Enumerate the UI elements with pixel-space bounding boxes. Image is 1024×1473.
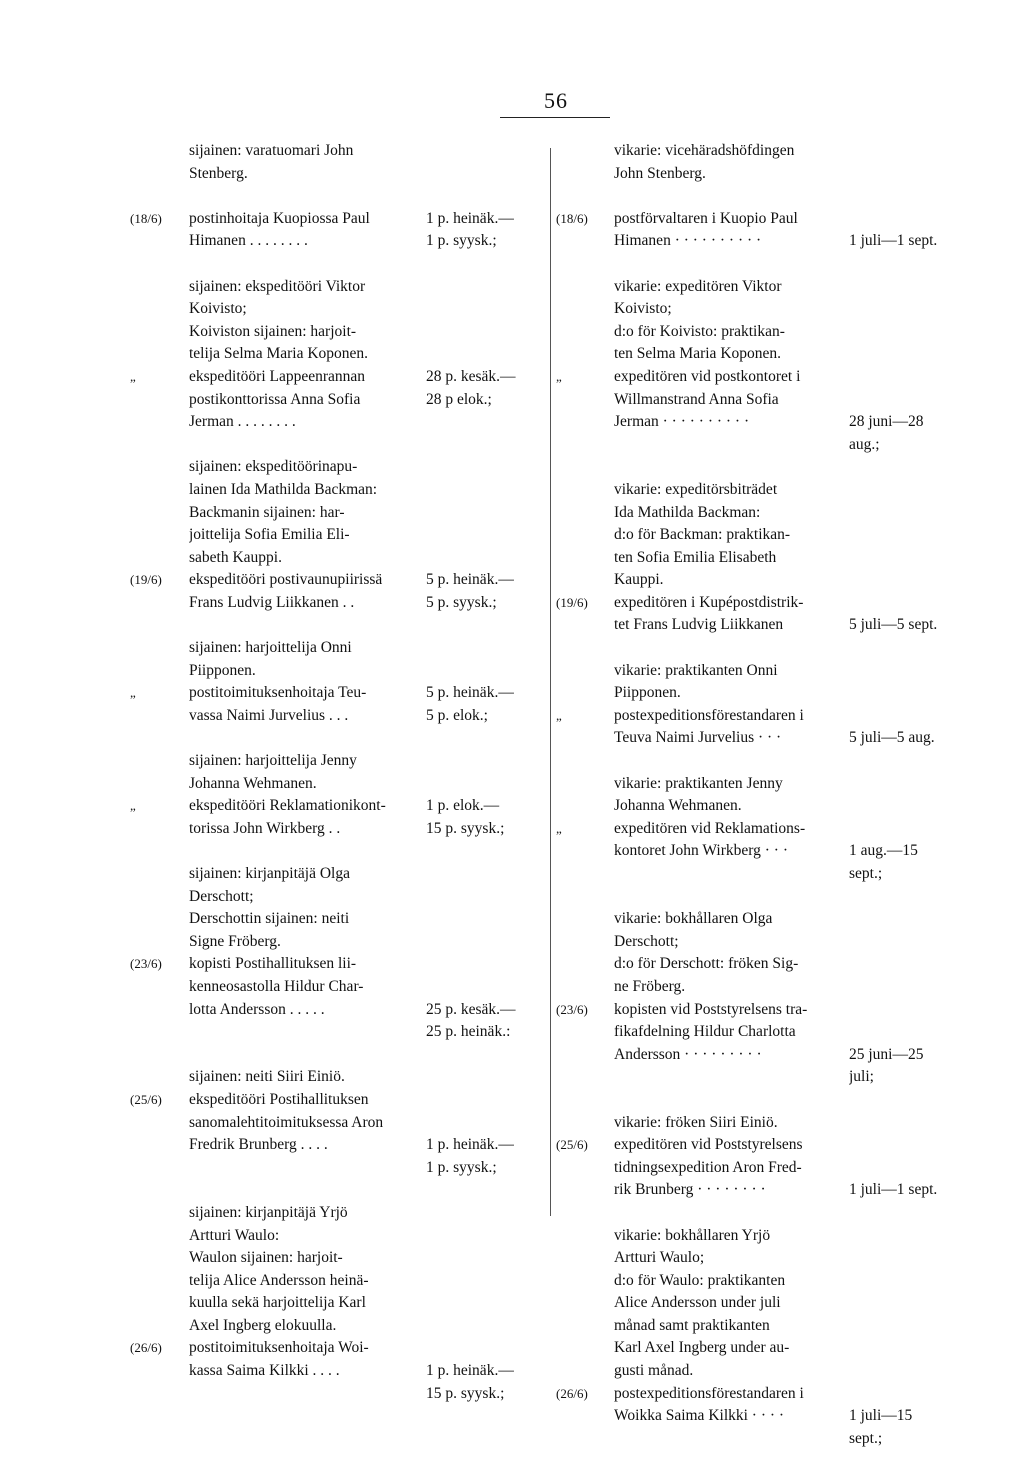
sv-text-line: Woikka Saima Kilkki · · · · — [614, 1407, 785, 1425]
fi-entry-text — [189, 953, 417, 1021]
spacer — [130, 253, 540, 276]
fi-entry — [130, 637, 540, 682]
spacer — [130, 434, 540, 457]
sv-text-line: postförvaltaren i Kuopio Paul — [614, 209, 798, 227]
sv-entry-date-marker: (18/6) — [556, 210, 588, 226]
sv-text-line: expeditören i Kupépostdistrik- — [614, 593, 804, 611]
fi-entry-period — [426, 795, 546, 840]
sv-entry-period — [849, 592, 964, 637]
sv-entry-period — [849, 999, 964, 1089]
sv-entry-text — [614, 1134, 840, 1202]
spacer — [130, 1044, 540, 1067]
fi-period-line — [426, 1112, 546, 1135]
sv-text-line: kopisten vid Poststyrelsens tra- — [614, 1000, 808, 1018]
sv-text-line: ten Selma Maria Koponen. — [614, 345, 782, 363]
fi-entry-text — [189, 456, 417, 569]
sv-period-line — [849, 705, 964, 728]
sv-period-line — [849, 592, 964, 615]
spacer — [130, 840, 540, 863]
fi-text-line: ekspeditööri Lappeenrannan — [189, 367, 366, 385]
sv-period-line — [849, 389, 964, 412]
sv-text-line: Alice Andersson under juli — [614, 1294, 781, 1312]
sv-entry — [556, 999, 966, 1089]
fi-text-line: sijainen: ekspeditööri Viktor — [189, 277, 366, 295]
fi-entry — [130, 208, 540, 253]
sv-entry-period — [849, 705, 964, 750]
fi-entry — [130, 140, 540, 185]
sv-period-line: 1 juli—1 sept. — [849, 1181, 938, 1199]
sv-entry — [556, 908, 966, 998]
fi-text-line: kassa Saima Kilkki . . . . — [189, 1362, 340, 1380]
sv-entry-text — [614, 1225, 840, 1383]
sv-entry-date-marker: „ — [556, 368, 562, 384]
spacer — [556, 750, 966, 773]
sv-period-line: sept.; — [849, 1429, 883, 1447]
fi-text-line: Waulon sijainen: harjoit- — [189, 1249, 343, 1267]
spacer — [130, 185, 540, 208]
fi-text-line: kenneosastolla Hildur Char- — [189, 977, 364, 995]
sv-entry-date-marker: (25/6) — [556, 1137, 588, 1153]
fi-text-line: postikonttorissa Anna Sofia — [189, 390, 361, 408]
fi-entry-date-marker: „ — [130, 368, 136, 384]
fi-entry-text — [189, 1202, 417, 1338]
sv-text-line: postexpeditionsförestandaren i — [614, 1384, 804, 1402]
fi-text-line: sanomalehtitoimituksessa Aron — [189, 1113, 384, 1131]
sv-text-line: fikafdelning Hildur Charlotta — [614, 1023, 796, 1041]
fi-entry-text — [189, 795, 417, 840]
sv-entry — [556, 140, 966, 185]
sv-text-line: expeditören vid Poststyrelsens — [614, 1136, 803, 1154]
fi-text-line: sijainen: harjoittelija Onni — [189, 639, 352, 657]
fi-period-line: 1 p. elok.— — [426, 797, 500, 815]
fi-text-line: kuulla sekä harjoittelija Karl — [189, 1294, 366, 1312]
sv-text-line: vikarie: bokhållaren Olga — [614, 910, 773, 928]
fi-text-line: Piipponen. — [189, 661, 256, 679]
sv-text-line: Kauppi. — [614, 571, 664, 589]
sv-text-line: Andersson · · · · · · · · · — [614, 1045, 762, 1063]
spacer — [556, 253, 966, 276]
sv-text-line: d:o för Waulo: praktikanten — [614, 1271, 786, 1289]
sv-entry — [556, 479, 966, 592]
sv-entry-text — [614, 773, 840, 818]
spacer — [556, 456, 966, 479]
spacer — [130, 1179, 540, 1202]
sv-entry-text — [614, 592, 840, 637]
fi-entry — [130, 953, 540, 1043]
sv-entry-text — [614, 276, 840, 366]
sv-text-line: Johanna Wehmanen. — [614, 797, 742, 815]
fi-entry-period — [426, 569, 546, 614]
fi-text-line: postitoimituksenhoitaja Teu- — [189, 684, 367, 702]
spacer — [556, 886, 966, 909]
fi-entry — [130, 1202, 540, 1338]
sv-period-line: sept.; — [849, 865, 883, 882]
sv-entry-date-marker: „ — [556, 820, 562, 836]
sv-text-line: Artturi Waulo; — [614, 1249, 705, 1267]
fi-text-line: Koiviston sijainen: harjoit- — [189, 322, 357, 340]
fi-text-line: Koivisto; — [189, 300, 247, 318]
fi-text-line: vassa Naimi Jurvelius . . . — [189, 706, 349, 724]
fi-entry-text — [189, 569, 417, 614]
sv-text-line: vikarie: expeditörsbiträdet — [614, 480, 778, 498]
fi-period-line: 1 p. heinäk.— — [426, 1362, 514, 1380]
sv-text-line: Koivisto; — [614, 300, 672, 318]
sv-entry-date-marker: (23/6) — [556, 1001, 588, 1017]
page-number: 56 — [544, 88, 568, 113]
sv-period-line: 5 juli—5 aug. — [849, 729, 935, 747]
sv-text-line: expeditören vid Reklamations- — [614, 819, 806, 837]
fi-text-line: ekspeditööri Reklamationikont- — [189, 797, 386, 815]
fi-text-line: Johanna Wehmanen. — [189, 774, 317, 792]
sv-text-line: vikarie: expeditören Viktor — [614, 277, 782, 295]
sv-period-line: 1 juli—15 — [849, 1407, 913, 1425]
sv-entry-date-marker: (19/6) — [556, 594, 588, 610]
sv-entry-text — [614, 140, 840, 185]
fi-entry-text — [189, 637, 417, 682]
sv-text-line: vikarie: bokhållaren Yrjö — [614, 1226, 771, 1244]
fi-entry-text — [189, 1337, 417, 1382]
sv-text-line: månad samt praktikanten — [614, 1316, 770, 1334]
fi-period-line — [426, 1337, 546, 1360]
sv-period-line — [849, 1021, 964, 1044]
sv-entry — [556, 366, 966, 456]
sv-period-line: 25 juni—25 — [849, 1045, 924, 1063]
sv-period-line: 1 aug.—15 — [849, 842, 918, 860]
spacer — [130, 727, 540, 750]
fi-entry-period — [426, 953, 546, 1043]
fi-entry-date-marker: „ — [130, 798, 136, 814]
fi-period-line — [426, 1089, 546, 1112]
sv-period-line — [849, 1134, 964, 1157]
sv-entry — [556, 1112, 966, 1135]
sv-entry-text — [614, 1383, 840, 1428]
column-divider — [550, 148, 551, 1216]
sv-text-line: Jerman · · · · · · · · · · — [614, 413, 750, 431]
fi-period-line — [426, 953, 546, 976]
sv-text-line: Piipponen. — [614, 684, 681, 702]
sv-entry-text — [614, 999, 840, 1067]
sv-text-line: John Stenberg. — [614, 164, 706, 182]
sv-text-line: d:o för Derschott: fröken Sig- — [614, 955, 799, 973]
sv-text-line: expeditören vid postkontoret i — [614, 367, 801, 385]
fi-entry — [130, 1089, 540, 1179]
sv-text-line: tidningsexpedition Aron Fred- — [614, 1158, 802, 1176]
fi-text-line: Axel Ingberg elokuulla. — [189, 1316, 337, 1334]
sv-text-line: vikarie: praktikanten Jenny — [614, 774, 783, 792]
fi-text-line: postinhoitaja Kuopiossa Paul — [189, 209, 370, 227]
fi-period-line: 5 p. syysk.; — [426, 593, 497, 611]
fi-entry-date-marker: (18/6) — [130, 210, 162, 226]
fi-entry-period — [426, 682, 546, 727]
fi-entry-date-marker: (26/6) — [130, 1340, 162, 1356]
sv-period-line: juli; — [849, 1068, 874, 1086]
sv-period-line — [849, 818, 964, 841]
sv-period-line — [849, 1157, 964, 1180]
sv-entry-period — [849, 818, 964, 886]
sv-period-line: 1 juli—1 sept. — [849, 232, 938, 250]
fi-text-line: sijainen: ekspeditöörinapu- — [189, 458, 358, 476]
fi-period-line: 25 p. kesäk.— — [426, 1000, 516, 1018]
sv-entry-text — [614, 366, 840, 434]
fi-entry-text — [189, 140, 417, 185]
fi-period-line: 1 p. syysk.; — [426, 232, 497, 250]
fi-entry-date-marker: „ — [130, 685, 136, 701]
fi-text-line: joittelija Sofia Emilia Eli- — [189, 526, 350, 544]
sv-entry-text — [614, 479, 840, 592]
fi-text-line: sijainen: kirjanpitäjä Olga — [189, 865, 350, 882]
sv-text-line: ne Fröberg. — [614, 977, 686, 995]
sv-entry-text — [614, 1112, 840, 1135]
fi-text-line: lainen Ida Mathilda Backman: — [189, 480, 378, 498]
sv-text-line: rik Brunberg · · · · · · · · — [614, 1181, 766, 1199]
sv-entry-text — [614, 818, 840, 863]
sv-text-line: Karl Axel Ingberg under au- — [614, 1339, 790, 1357]
finnish-column — [130, 140, 540, 1428]
fi-text-line: Himanen . . . . . . . . — [189, 232, 308, 250]
sv-entry — [556, 818, 966, 886]
fi-entry-text — [189, 366, 417, 434]
fi-period-line: 1 p. heinäk.— — [426, 209, 514, 227]
fi-period-line: 1 p. syysk.; — [426, 1158, 497, 1176]
fi-entry — [130, 276, 540, 366]
fi-text-line: ekspeditööri Postihallituksen — [189, 1090, 369, 1108]
fi-entry-text — [189, 750, 417, 795]
sv-period-line — [849, 208, 964, 231]
spacer — [130, 614, 540, 637]
sv-text-line: kontoret John Wirkberg · · · — [614, 842, 789, 860]
sv-entry — [556, 1134, 966, 1202]
fi-entry-text — [189, 1066, 417, 1089]
sv-period-line: 5 juli—5 sept. — [849, 616, 938, 634]
fi-entry — [130, 863, 540, 953]
fi-period-line — [426, 976, 546, 999]
sv-entry — [556, 592, 966, 637]
sv-period-line — [849, 1383, 964, 1406]
sv-text-line: postexpeditionsförestandaren i — [614, 706, 804, 724]
sv-period-line: aug.; — [849, 435, 880, 453]
sv-entry-date-marker: „ — [556, 707, 562, 723]
sv-entry-period — [849, 1134, 964, 1202]
fi-text-line: postitoimituksenhoitaja Woi- — [189, 1339, 369, 1357]
spacer — [556, 1202, 966, 1225]
fi-text-line: Stenberg. — [189, 164, 248, 182]
header-rule — [500, 117, 610, 118]
fi-entry-date-marker: (19/6) — [130, 572, 162, 588]
sv-entry-period — [849, 366, 964, 456]
sv-entry — [556, 773, 966, 818]
spacer — [556, 185, 966, 208]
fi-entry — [130, 1337, 540, 1405]
sv-entry — [556, 276, 966, 366]
fi-period-line: 28 p elok.; — [426, 390, 492, 408]
sv-text-line: ten Sofia Emilia Elisabeth — [614, 548, 777, 566]
fi-text-line: Artturi Waulo: — [189, 1226, 280, 1244]
sv-text-line: Willmanstrand Anna Sofia — [614, 390, 779, 408]
fi-text-line: Frans Ludvig Liikkanen . . — [189, 593, 355, 611]
sv-entry — [556, 660, 966, 705]
fi-entry-period — [426, 208, 546, 253]
fi-entry-period — [426, 1089, 546, 1179]
fi-text-line: sabeth Kauppi. — [189, 548, 282, 566]
spacer — [556, 637, 966, 660]
fi-text-line: sijainen: neiti Siiri Einiö. — [189, 1068, 345, 1086]
fi-entry — [130, 795, 540, 840]
sv-text-line: Teuva Naimi Jurvelius · · · — [614, 729, 782, 747]
spacer — [556, 1450, 966, 1473]
fi-text-line: Derschottin sijainen: neiti — [189, 910, 350, 928]
fi-text-line: telija Alice Andersson heinä- — [189, 1271, 369, 1289]
fi-text-line: telija Selma Maria Koponen. — [189, 345, 369, 363]
fi-entry-date-marker: (25/6) — [130, 1091, 162, 1107]
fi-period-line: 1 p. heinäk.— — [426, 1136, 514, 1154]
fi-period-line: 5 p. heinäk.— — [426, 684, 514, 702]
spacer — [556, 1089, 966, 1112]
fi-text-line: Fredrik Brunberg . . . . — [189, 1136, 328, 1154]
fi-text-line: sijainen: varatuomari John — [189, 142, 354, 159]
sv-entry-text — [614, 660, 840, 705]
fi-period-line: 28 p. kesäk.— — [426, 367, 516, 385]
sv-period-line — [849, 999, 964, 1022]
sv-text-line: tet Frans Ludvig Liikkanen — [614, 616, 784, 634]
fi-text-line: sijainen: harjoittelija Jenny — [189, 752, 357, 770]
sv-text-line: Himanen · · · · · · · · · · — [614, 232, 762, 250]
fi-entry-text — [189, 276, 417, 366]
sv-entry-period — [849, 208, 964, 253]
fi-entry-date-marker: (23/6) — [130, 956, 162, 972]
sv-entry — [556, 208, 966, 253]
sv-entry-text — [614, 208, 840, 253]
fi-text-line: Backmanin sijainen: har- — [189, 503, 345, 521]
sv-entry-text — [614, 908, 840, 998]
fi-entry — [130, 456, 540, 569]
fi-entry — [130, 750, 540, 795]
sv-entry — [556, 1225, 966, 1383]
fi-text-line: lotta Andersson . . . . . — [189, 1000, 325, 1018]
sv-text-line: d:o för Backman: praktikan- — [614, 526, 791, 544]
fi-text-line: Derschott; — [189, 887, 254, 905]
sv-text-line: gusti månad. — [614, 1362, 694, 1380]
spacer — [130, 1405, 540, 1428]
fi-entry — [130, 682, 540, 727]
fi-text-line: sijainen: kirjanpitäjä Yrjö — [189, 1203, 348, 1221]
fi-text-line: Jerman . . . . . . . . — [189, 413, 296, 431]
fi-entry-text — [189, 863, 417, 953]
fi-entry — [130, 366, 540, 434]
sv-period-line: 28 juni—28 — [849, 413, 924, 431]
sv-entry-text — [614, 705, 840, 750]
fi-entry-period — [426, 1337, 546, 1405]
sv-entry-date-marker: (26/6) — [556, 1385, 588, 1401]
sv-text-line: vikarie: praktikanten Onni — [614, 661, 778, 679]
fi-text-line: Signe Fröberg. — [189, 932, 281, 950]
fi-period-line: 15 p. syysk.; — [426, 819, 505, 837]
fi-entry-text — [189, 682, 417, 727]
fi-entry-period — [426, 366, 546, 411]
sv-text-line: Ida Mathilda Backman: — [614, 503, 761, 521]
fi-text-line: ekspeditööri postivaunupiirissä — [189, 571, 383, 589]
fi-text-line: kopisti Postihallituksen lii- — [189, 955, 357, 973]
swedish-column — [556, 140, 966, 1473]
fi-period-line: 25 p. heinäk.: — [426, 1023, 511, 1041]
sv-text-line: vikarie: fröken Siiri Einiö. — [614, 1113, 778, 1131]
fi-entry-text — [189, 1089, 417, 1157]
sv-text-line: d:o för Koivisto: praktikan- — [614, 322, 785, 340]
sv-entry-period — [849, 1383, 964, 1451]
sv-text-line: Derschott; — [614, 932, 679, 950]
sv-text-line: vikarie: vicehäradshöfdingen — [614, 142, 795, 159]
fi-text-line: torissa John Wirkberg . . — [189, 819, 341, 837]
fi-period-line: 5 p. heinäk.— — [426, 571, 514, 589]
fi-entry-text — [189, 208, 417, 253]
sv-period-line — [849, 366, 964, 389]
fi-period-line: 5 p. elok.; — [426, 706, 488, 724]
fi-entry — [130, 1066, 540, 1089]
sv-entry — [556, 1383, 966, 1451]
fi-period-line: 15 p. syysk.; — [426, 1384, 505, 1402]
sv-entry — [556, 705, 966, 750]
fi-entry — [130, 569, 540, 614]
